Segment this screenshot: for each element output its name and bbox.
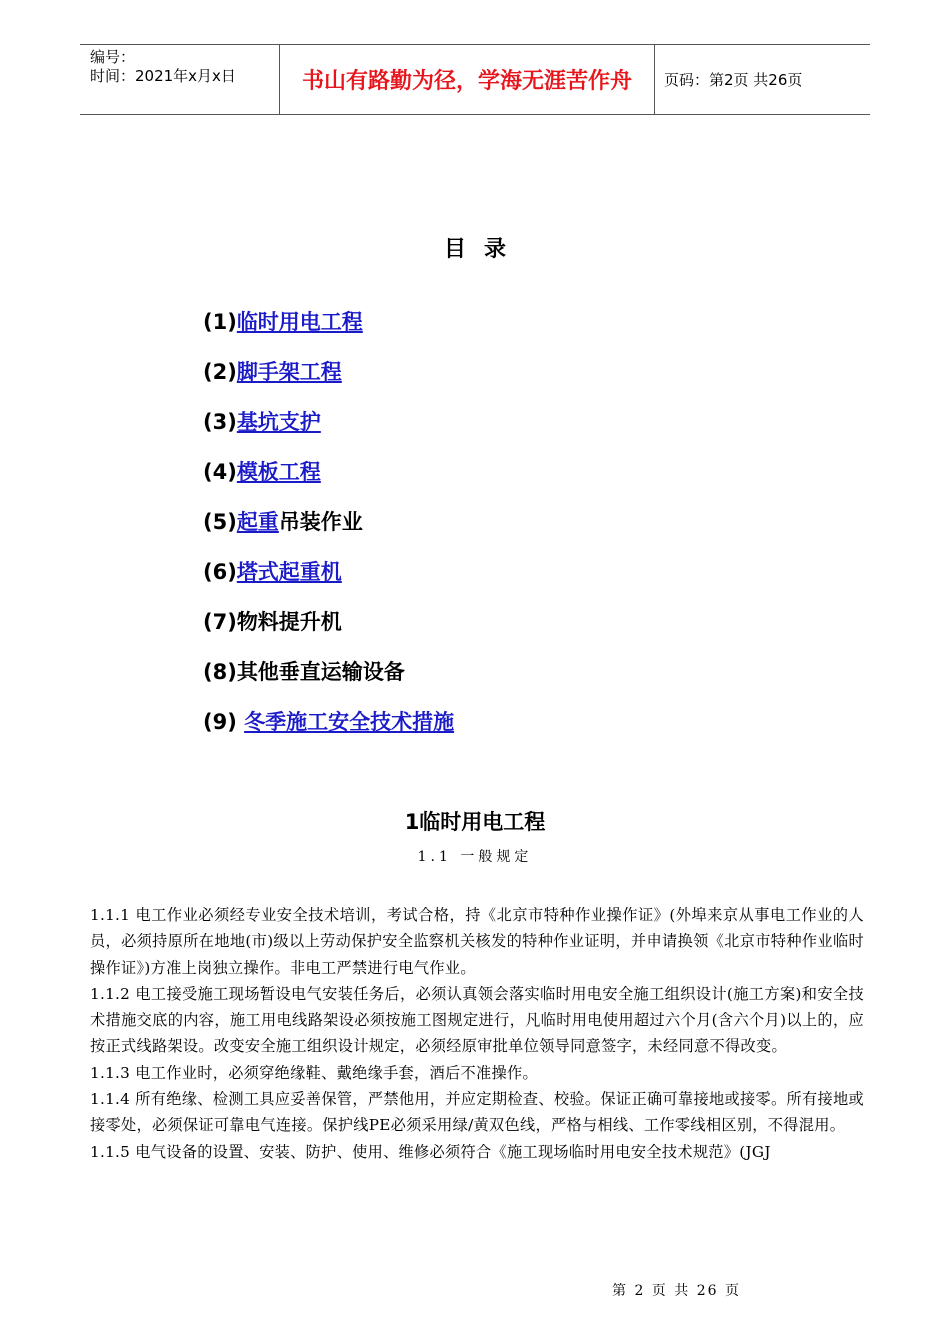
toc-item-number: (2) <box>203 360 237 384</box>
section-subtitle: 1.1 一般规定 <box>417 849 533 865</box>
toc-item-number: (5) <box>203 510 237 534</box>
toc-item-link[interactable]: 冬季施工安全技术措施 <box>244 710 455 734</box>
page-header <box>80 44 870 115</box>
header-page-info: 页码：第2页 共26页 <box>664 71 803 89</box>
header-meta <box>80 45 280 114</box>
toc-item <box>203 706 454 756</box>
toc-item-link[interactable]: 基坑支护 <box>236 410 321 434</box>
toc-item <box>203 506 454 556</box>
paragraph: 1.1.3 电工作业时，必须穿绝缘鞋、戴绝缘手套，酒后不准操作。 <box>90 1063 538 1082</box>
toc-item-label: 吊装作业 <box>278 510 363 534</box>
toc-item-number: (8) <box>203 660 237 684</box>
toc-item-link[interactable]: 脚手架工程 <box>236 360 342 384</box>
toc-item-link[interactable]: 起重 <box>236 510 279 534</box>
toc-item-label: 物料提升机 <box>236 610 342 634</box>
toc-item <box>203 556 454 606</box>
toc-item-number: (7) <box>203 610 237 634</box>
number-label: 编号： <box>90 48 136 66</box>
time-label: 时间：2021年x月x日 <box>90 67 236 85</box>
section-title: 1临时用电工程 <box>404 810 546 834</box>
toc-item <box>203 356 454 406</box>
toc-title: 目录 <box>443 237 524 262</box>
toc-item-number: (3) <box>203 410 237 434</box>
toc-item-link[interactable]: 塔式起重机 <box>236 560 342 584</box>
toc-item-number: (9) <box>203 710 245 734</box>
toc-item <box>203 406 454 456</box>
paragraph: 1.1.1 电工作业必须经专业安全技术培训，考试合格，持《北京市特种作业操作证》(外埠来京从事电工作业的人员，必须持原所在地地(市)级以上劳动保护安全监察机关核发的特种作业证明，并申请换领《北京市特种作业临时操作证》)方准上岗独立操作。非电工严禁进行电气作业。 <box>90 906 864 977</box>
toc-item-label: 其他垂直运输设备 <box>236 660 405 684</box>
toc-item <box>203 656 454 706</box>
toc-item <box>203 606 454 656</box>
body-text <box>90 902 864 1165</box>
toc-list <box>203 306 454 756</box>
paragraph: 1.1.5 电气设备的设置、安装、防护、使用、维修必须符合《施工现场临时用电安全技术规范》(JGJ <box>90 1142 771 1161</box>
header-motto: 书山有路勤为径，学海无涯苦作舟 <box>280 45 655 114</box>
toc-item-link[interactable]: 模板工程 <box>236 460 321 484</box>
toc-item-number: (4) <box>203 460 237 484</box>
toc-item-number: (1) <box>203 310 237 334</box>
toc-item <box>203 456 454 506</box>
toc-item-number: (6) <box>203 560 237 584</box>
toc-item-link[interactable]: 临时用电工程 <box>236 310 363 334</box>
paragraph: 1.1.2 电工接受施工现场暂设电气安装任务后，必须认真领会落实临时用电安全施工组织设计(施工方案)和安全技术措施交底的内容，施工用电线路架设必须按施工图规定进行，凡临时用电使用超过六个月(含六个月)以上的，应按正式线路架设。改变安全施工组织设计规定，必须经原审批单位领导同意签字，未经同意不得改变。 <box>90 984 864 1056</box>
page-footer: 第 2 页 共 26 页 <box>612 1283 741 1299</box>
toc-item <box>203 306 454 356</box>
paragraph: 1.1.4 所有绝缘、检测工具应妥善保管，严禁他用，并应定期检查、校验。保证正确可靠接地或接零。所有接地或接零处，必须保证可靠电气连接。保护线PE必须采用绿/黄双色线，严格与相线、工作零线相区别，不得混用。 <box>90 1090 864 1135</box>
